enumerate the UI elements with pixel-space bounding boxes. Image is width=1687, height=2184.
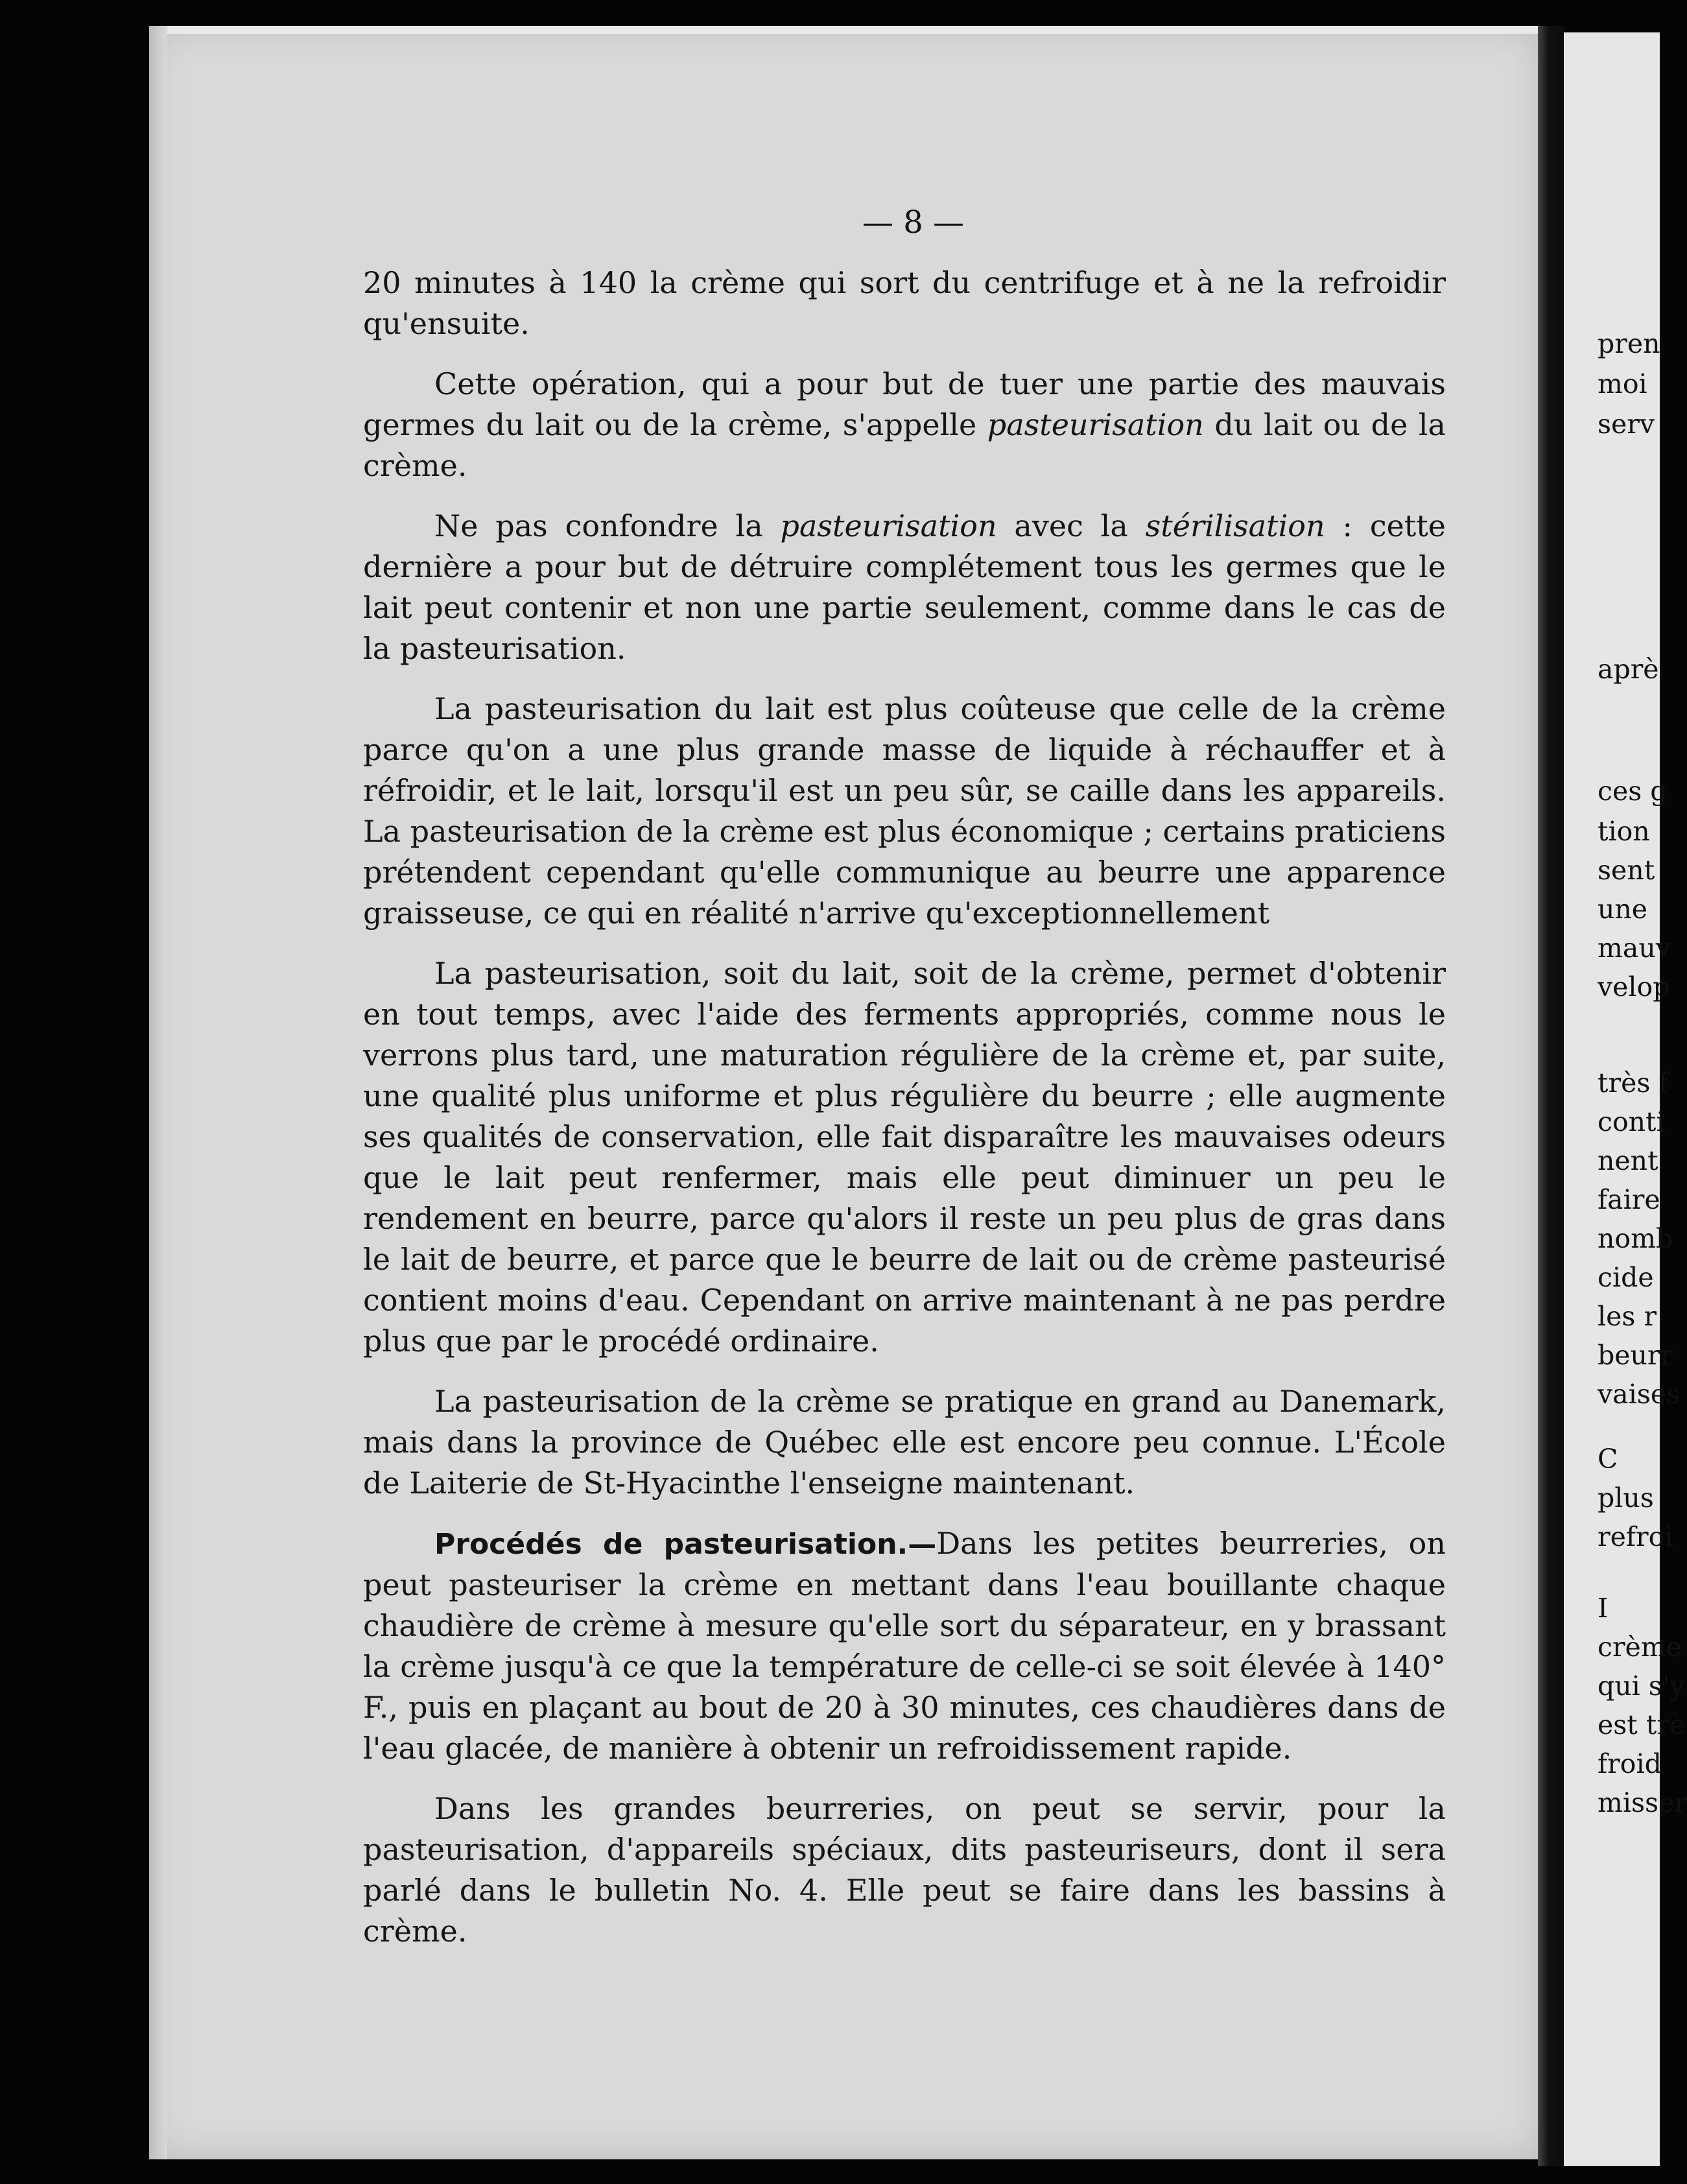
text-run: Ne pas confondre la [434,508,781,543]
next-page-fragment: pren [1598,328,1660,359]
next-page-fragment: moi [1598,368,1647,399]
text-run: du lait ou de la crème. [363,407,1446,483]
next-page-fragment: vaises [1598,1379,1681,1410]
next-page-fragment: faire [1598,1184,1660,1215]
page-number: — 8 — [862,204,965,241]
next-page-fragment: très f [1598,1067,1669,1098]
section-heading: Procédés de pasteurisation.— [434,1528,937,1561]
paragraph-advantages: La pasteurisation, soit du lait, soit de la crème, permet d'obtenir en tout temps, avec l'aide des ferments appropriés, comme nous le verrons plus tard, une maturation régulière de la crème et, par suite, une qualité plus uniforme et plus régulière du beurre ; elle augmente ses qualités de conservation, elle fait disparaître les mauvaises odeurs que le lait peut renfermer, mais elle peut diminuer un peu le rendement en beurre, parce qu'alors il reste un peu plus de gras dans le lait de beurre, et parce que le beurre de lait ou de crème pasteurisé contient moins d'eau. Cependant on arrive maintenant à ne pas perdre plus que par le procédé ordinaire. [363,956,1446,1359]
next-page-fragment: velop [1598,971,1670,1003]
next-page-fragment: est trè [1598,1709,1686,1740]
paragraph-continuation: 20 minutes à 140 la crème qui sort du centrifuge et à ne la refroidir qu'ensuite. [363,265,1446,341]
paragraph-grandes-beurreries: Dans les grandes beurreries, on peut se servir, pour la pasteurisation, d'appareils spéciaux, dits pasteuriseurs, dont il sera parlé dans le bulletin No. 4. Elle peut se faire dans les bassins à crème. [363,1791,1446,1949]
text-run: : cette dernière a pour but de détruire complétement tous les germes que le lait peut contenir et non une partie seulement, comme dans le cas de la pasteurisation. [363,508,1446,666]
next-page-fragment: nomb [1598,1223,1673,1254]
paragraph-cost: La pasteurisation du lait est plus coûteuse que celle de la crème parce qu'on a une plus grande masse de liquide à réchauffer et à réfroidir, et le lait, lorsqu'il est un peu sûr, se caille dans les appareils. La pasteurisation de la crème est plus économique ; certains praticiens prétendent cependant qu'elle communique au beurre une apparence graisseuse, ce qui en réalité n'arrive qu'exceptionnellement [363,691,1446,931]
italic-term: stérilisation [1145,508,1325,543]
next-page-fragment: I [1598,1593,1609,1624]
next-page-fragment: plus [1598,1482,1654,1513]
next-page-fragment: froid [1598,1748,1662,1779]
paragraph-sterilisation [363,506,1446,669]
next-page-fragment: cide [1598,1262,1654,1293]
next-page-fragment: C [1598,1443,1618,1475]
next-page-fragment: aprè [1598,654,1659,685]
italic-term: pasteurisation [780,508,997,543]
next-page-fragment: sent [1598,855,1655,886]
next-page-fragment: conti [1598,1106,1665,1137]
next-page-fragment: qui s'y [1598,1670,1685,1702]
next-page-fragment: ces g [1598,776,1668,807]
paragraph-procedes [363,1523,1446,1769]
paragraph-pasteurisation-definition [363,364,1446,486]
next-page-fragment: les r [1598,1301,1657,1332]
text-run: avec la [997,508,1146,543]
paragraph-denmark: La pasteurisation de la crème se pratique en grand au Danemark, mais dans la province de Québec elle est encore peu connue. L'École de Laiterie de St-Hyacinthe l'enseigne maintenant. [363,1384,1446,1501]
book-gutter [1538,26,1564,2166]
next-page-fragment: crème [1598,1632,1682,1663]
next-page-fragment: serv [1598,409,1655,440]
next-page-fragment: misser [1598,1787,1687,1818]
page-left-edge [149,26,167,2159]
next-page-fragment: nent [1598,1145,1658,1176]
page-top-edge [149,26,1543,34]
next-page-cropped [1564,32,1687,2166]
text-run: Cette opération, qui a pour but de tuer une partie des mauvais germes du lait ou de la crème, s'appelle [363,366,1446,442]
next-page-fragment: une [1598,894,1648,925]
next-page-fragment: mauv [1598,932,1671,964]
italic-term: pasteurisation [987,407,1204,442]
text-run: Dans les petites beurreries, on peut pasteuriser la crème en mettant dans l'eau bouillante chaque chaudière de crème à mesure qu'elle sort du séparateur, en y brassant la crème jusqu'à ce que la température de celle-ci se soit élevée à 140° F., puis en plaçant au bout de 20 à 30 minutes, ces chaudières dans de l'eau glacée, de manière à obtenir un refroidissement rapide. [363,1526,1446,1766]
next-page-fragment: tion [1598,816,1650,847]
next-page-fragment: refroi [1598,1521,1673,1552]
body-text [363,263,1446,1952]
next-page-fragment: beurr [1598,1340,1673,1371]
